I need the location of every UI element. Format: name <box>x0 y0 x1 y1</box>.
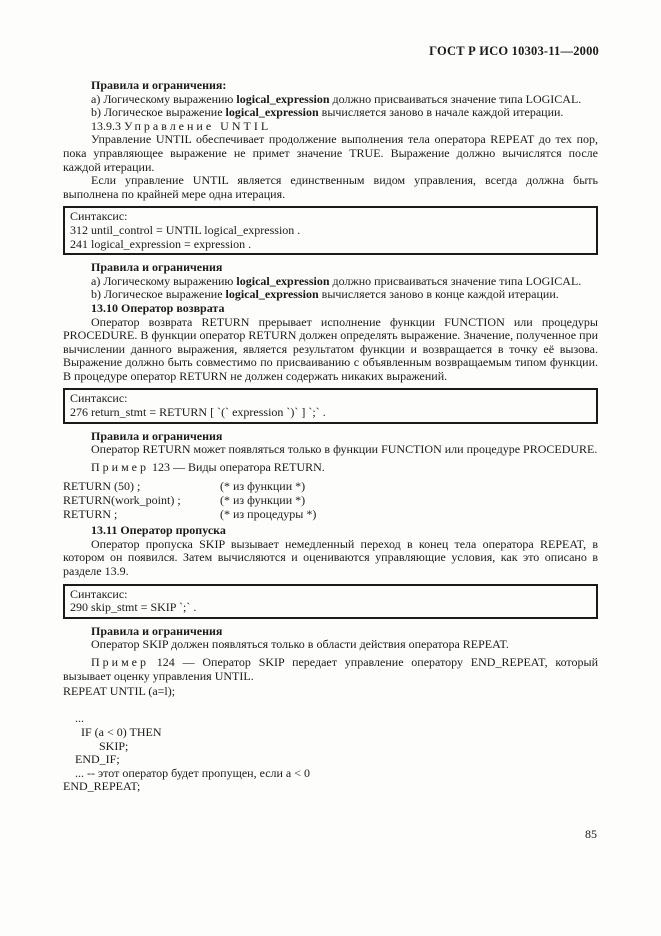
syntax-label: Синтаксис: <box>70 586 128 601</box>
paragraph: Управление UNTIL обеспечивает продолжение выполнения тела оператора REPEAT до тех пор, пока управляющее выражение не примет значение TRUE. Выражение должно вычислятся после каждой итерации. <box>63 132 598 174</box>
page-number: 85 <box>585 827 597 841</box>
syntax-label: Синтаксис: <box>70 391 128 406</box>
paragraph: Оператор SKIP должен появляться только в области действия оператора REPEAT. <box>91 637 509 652</box>
code-block <box>63 685 598 794</box>
rule-a: а) Логическому выражению logical_expression должно присваиваться значение типа LOGICAL. <box>91 91 582 106</box>
rules-heading: Правила и ограничения <box>91 623 223 638</box>
subsection-title: 13.9.3 Управление UNTIL <box>91 118 272 133</box>
paragraph: Оператор возврата RETURN прерывает исполнение функции FUNCTION или процедуры PROCEDURE. В функции оператор RETURN должен определять выражение. Значение, полученное при вычислении данного выражения, является результатом функции и возвращается в точку её вызова. Выражение должно быть совместимо по присваиванию с объявленным возвращаемым типом функции. В процедуре оператор RETURN не должен содержать никаких выражений. <box>63 314 598 383</box>
code-line: RETURN (50) ; (* из функции *) <box>63 479 306 494</box>
code-line <box>63 699 598 713</box>
code-line: REPEAT UNTIL (a=l); <box>63 684 176 699</box>
section-heading: 13.11 Оператор пропуска <box>91 523 226 538</box>
page-content <box>63 76 598 794</box>
syntax-label: Синтаксис: <box>70 209 128 224</box>
paragraph: Оператор пропуска SKIP вызывает немедленный переход в конец тела оператора REPEAT, в котором он появился. Затем вычисляются и оцениваются управляющие условия, как это описано в разделе 13.9. <box>63 536 598 578</box>
paragraph: Если управление UNTIL является единственным видом управления, всегда должна быть выполнена по крайней мере одна итерация. <box>63 173 598 201</box>
paragraph: Оператор RETURN может появляться только в функции FUNCTION или процедуре PROCEDURE. <box>91 442 598 457</box>
rules-heading: Правила и ограничения <box>91 428 223 443</box>
syntax-box <box>63 584 598 619</box>
rule-b: b) Логическое выражение logical_expression вычисляется заново в начале каждой итерации. <box>91 105 564 120</box>
rules-heading: Правила и ограничения: <box>91 78 227 92</box>
section-heading: 13.10 Оператор возврата <box>91 300 225 315</box>
syntax-line: 312 until_control = UNTIL logical_expression . <box>70 222 301 237</box>
standard-header: ГОСТ Р ИСО 10303-11—2000 <box>429 44 599 58</box>
rule-a: а) Логическому выражению logical_expression должно присваиваться значение типа LOGICAL. <box>91 273 582 288</box>
example-caption: Пример 123 — Виды оператора RETURN. <box>91 459 325 474</box>
example-caption: Пример 124 — Оператор SKIP передает управление оператору END_REPEAT, который вызывает оценку управления UNTIL. <box>63 654 598 683</box>
code-line: SKIP; <box>63 738 129 753</box>
rules-heading: Правила и ограничения <box>91 260 223 275</box>
code-line: ... -- этот оператор будет пропущен, если а < 0 <box>63 765 311 780</box>
code-line: END_IF; <box>63 752 120 767</box>
code-line: RETURN(work_point) ; (* из функции *) <box>63 493 306 508</box>
syntax-box <box>63 206 598 255</box>
code-line: RETURN ; (* из процедуры *) <box>63 506 317 521</box>
code-line: END_REPEAT; <box>63 779 141 794</box>
syntax-box <box>63 388 598 423</box>
code-line: IF (a < 0) THEN <box>63 724 162 739</box>
code-block <box>63 480 598 521</box>
rule-b: b) Логическое выражение logical_expression вычисляется заново в конце каждой итерации. <box>91 287 559 302</box>
code-line: ... <box>63 711 84 726</box>
syntax-line: 241 logical_expression = expression . <box>70 236 252 251</box>
syntax-line: 276 return_stmt = RETURN [ `(` expression `)` ] `;` . <box>70 405 326 420</box>
syntax-line: 290 skip_stmt = SKIP `;` . <box>70 600 197 615</box>
